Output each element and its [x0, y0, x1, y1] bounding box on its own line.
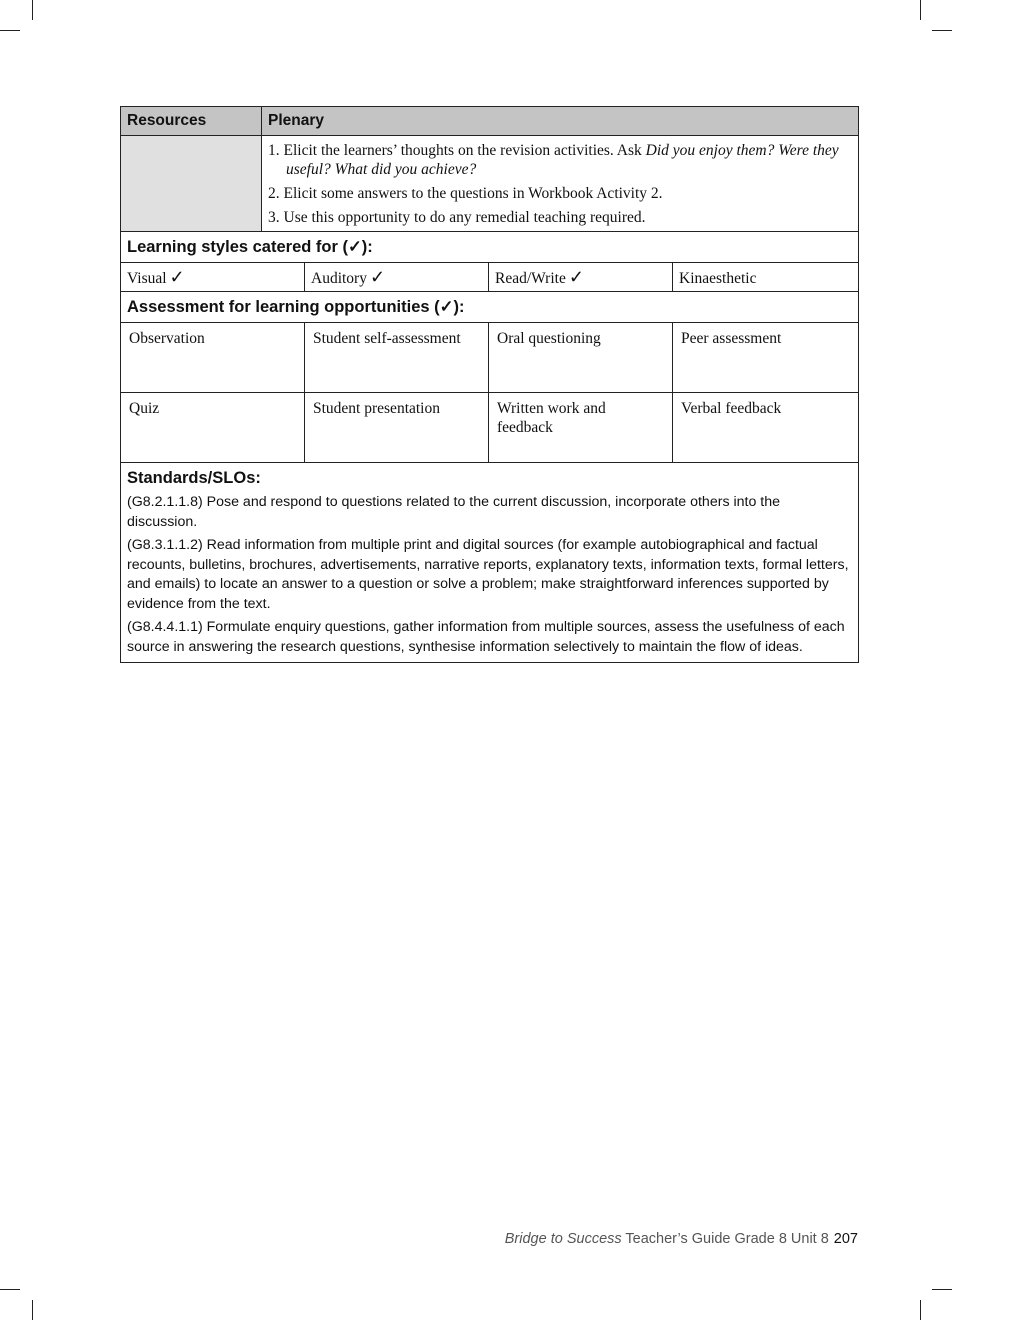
style-auditory — [305, 263, 489, 292]
standard-item: (G8.3.1.1.2) Read information from multiple print and digital sources (for example autobiographical and factual recounts, bulletins, brochures, advertisements, narrative reports, explanatory texts, information texts, formal letters, and emails) to locate an answer to a question or solve a problem; make straightforward inferences supported by evidence from the text. — [127, 537, 849, 612]
assessment-row — [121, 393, 859, 463]
check-icon: ✓ — [169, 266, 185, 287]
assessment-written-work: Written work and feedback — [489, 393, 673, 463]
standard-item: (G8.2.1.1.8) Pose and respond to questions related to the current discussion, incorporate others into the discussion. — [127, 494, 781, 530]
style-visual-label: Visual — [127, 269, 167, 287]
page-number: 207 — [833, 1231, 858, 1247]
assessment-title-row — [121, 292, 859, 323]
check-icon: ✓ — [568, 266, 584, 287]
assessment-student-presentation: Student presentation — [305, 393, 489, 463]
standards-title: Standards/SLOs: — [127, 469, 261, 487]
crop-mark — [0, 1289, 20, 1290]
crop-mark — [32, 1300, 33, 1320]
style-visual — [121, 263, 305, 292]
assessment-self-assessment: Student self-assessment — [305, 323, 489, 393]
assessment-verbal-feedback: Verbal feedback — [673, 393, 859, 463]
plenary-item-1-questions: Did you enjoy them? Were they useful? What did you achieve? — [286, 142, 839, 178]
resources-header: Resources — [121, 107, 262, 136]
crop-mark — [0, 30, 20, 31]
standards-row — [121, 463, 859, 663]
style-auditory-label: Auditory — [311, 269, 367, 287]
plenary-item-1 — [268, 141, 850, 179]
resources-cell — [121, 136, 262, 232]
footer-subtitle: Teacher’s Guide Grade 8 Unit 8 — [621, 1231, 829, 1247]
assessment-quiz: Quiz — [121, 393, 305, 463]
check-icon: ✓ — [369, 266, 386, 287]
assessment-peer-assessment: Peer assessment — [673, 323, 859, 393]
learning-styles-title-row — [121, 232, 859, 263]
plenary-item-2: 2. Elicit some answers to the questions in Workbook Activity 2. — [268, 185, 663, 202]
style-kinaesthetic — [673, 263, 859, 292]
plenary-item-1-text: 1. Elicit the learners’ thoughts on the revision activities. Ask — [268, 142, 646, 159]
crop-mark — [932, 30, 952, 31]
footer-book-title: Bridge to Success — [504, 1231, 622, 1247]
style-read-write-label: Read/Write — [495, 269, 566, 287]
page-footer — [505, 1231, 858, 1247]
standards-cell — [121, 463, 859, 663]
lesson-plan-table — [120, 106, 859, 663]
plenary-item-3: 3. Use this opportunity to do any remedial teaching required. — [268, 209, 646, 226]
assessment-title: Assessment for learning opportunities (✓): — [121, 292, 859, 323]
crop-mark — [932, 1289, 952, 1290]
crop-mark — [32, 0, 33, 20]
plenary-header: Plenary — [262, 107, 859, 136]
crop-mark — [920, 1300, 921, 1320]
assessment-oral-questioning: Oral questioning — [489, 323, 673, 393]
plenary-row — [121, 136, 859, 232]
crop-mark — [920, 0, 921, 20]
assessment-observation: Observation — [121, 323, 305, 393]
standard-item: (G8.4.4.1.1) Formulate enquiry questions, gather information from multiple sources, assess the usefulness of each source in answering the research questions, synthesise information selectively to maintain the flow of ideas. — [127, 619, 845, 655]
learning-styles-row — [121, 263, 859, 292]
style-kinaesthetic-label: Kinaesthetic — [679, 269, 757, 287]
header-row — [121, 107, 859, 136]
learning-styles-title: Learning styles catered for (✓): — [121, 232, 859, 263]
plenary-list — [262, 136, 858, 231]
plenary-cell — [262, 136, 859, 232]
assessment-row — [121, 323, 859, 393]
style-read-write — [489, 263, 673, 292]
